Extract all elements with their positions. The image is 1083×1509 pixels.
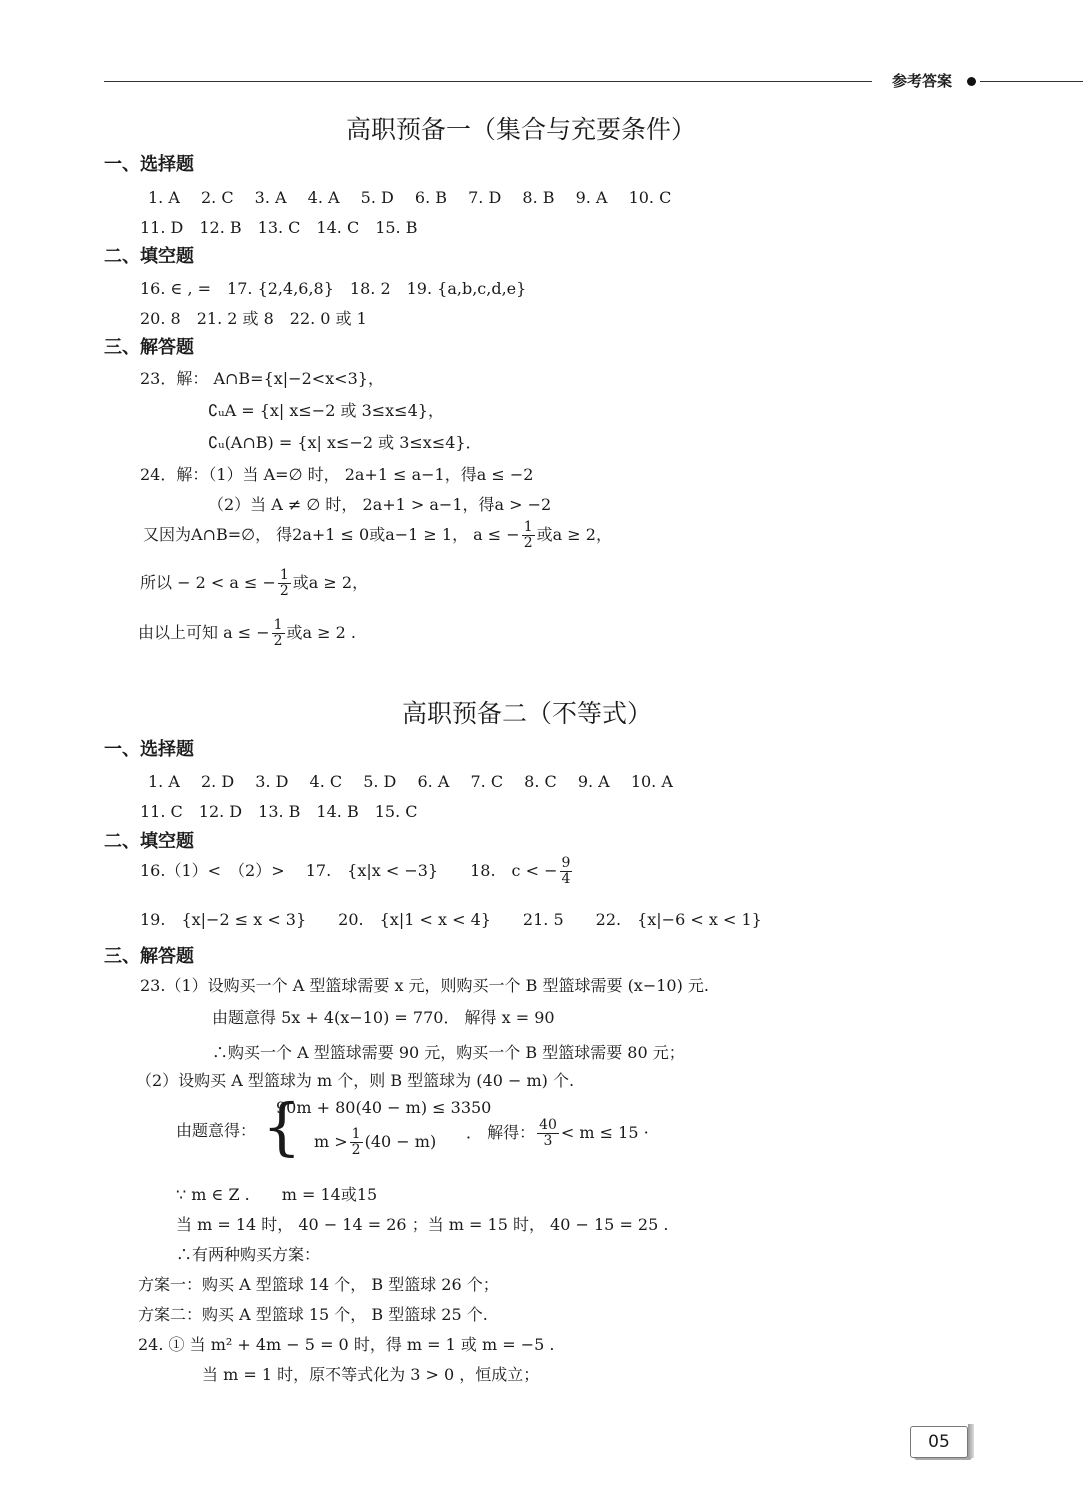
system-eq-1: 90m + 80(40 − m) ≤ 3350 (276, 1098, 492, 1117)
q23-line: ∴有两种购买方案： (176, 1245, 321, 1264)
q24-line: 由以上可知 a ≤ − $\frac{1}{2}$ 或a ≥ 2 . (138, 617, 357, 649)
fill-answers-row: 20. 8 21. 2 或 8 22. 0 或 1 (140, 309, 367, 328)
choice-answers-row: 1. A 2. C 3. A 4. A 5. D 6. B 7. D 8. B 9. A 10. C (148, 188, 672, 207)
q24-line: 24．解：（1）当 A=∅ 时， 2a+1 ≤ a−1，得a ≤ −2 (140, 465, 534, 484)
fraction: $\frac{1}{2}$ (273, 617, 283, 649)
fraction: $\frac{40}{3}$ (539, 1117, 557, 1149)
q24-line: 当 m = 1 时，原不等式化为 3 > 0 ，恒成立； (202, 1365, 540, 1384)
system-eq-2: m > $\frac{1}{2}$ (40 − m) (314, 1126, 437, 1158)
header-bullet-icon (967, 77, 976, 86)
section-title-1: 高职预备一（集合与充要条件） (346, 115, 697, 144)
heading-fill-2: 二、填空题 (104, 831, 194, 852)
q23-line: ∁ᵤA = {x| x≤−2 或 3≤x≤4}， (208, 401, 444, 420)
q23-line: 方案二：购买 A 型篮球 15 个， B 型篮球 25 个. (138, 1305, 488, 1324)
q23-line: ∴购买一个 A 型篮球需要 90 元，购买一个 B 型篮球需要 80 元； (212, 1043, 685, 1062)
heading-choice-1: 一、选择题 (104, 154, 194, 175)
q23-line: 23.（1）设购买一个 A 型篮球需要 x 元，则购买一个 B 型篮球需要 (x−10) 元. (140, 976, 710, 995)
q23-line: 当 m = 14 时， 40 − 14 = 26 ；当 m = 15 时， 40 − 15 = 25 . (176, 1215, 669, 1234)
page-number: 05 (910, 1426, 968, 1458)
fraction: $\frac{9}{4}$ (561, 855, 571, 887)
header-label: 参考答案 (892, 72, 953, 90)
fraction: $\frac{1}{2}$ (279, 567, 289, 599)
q23-line: 由题意得 5x + 4(x−10) = 770． 解得 x = 90 (212, 1008, 555, 1027)
q24-line: 所以 − 2 < a ≤ − $\frac{1}{2}$ 或a ≥ 2， (140, 567, 369, 599)
system-label: 由题意得： (176, 1121, 257, 1140)
system-solution: ． 解得： $\frac{40}{3}$ < m ≤ 15 · (466, 1117, 649, 1149)
q24-line: 24. ① 当 m² + 4m − 5 = 0 时，得 m = 1 或 m = −5 . (138, 1335, 555, 1354)
choice-answers-row: 1. A 2. D 3. D 4. C 5. D 6. A 7. C 8. C 9. A 10. A (148, 772, 673, 791)
heading-fill-1: 二、填空题 (104, 246, 194, 267)
q24-line: 又因为A∩B=∅， 得2a+1 ≤ 0或a−1 ≥ 1， a ≤ − $\frac{1}{2}$ 或a ≥ 2， (143, 519, 612, 551)
fill-answers-row: 19. {x|−2 ≤ x < 3} 20. {x|1 < x < 4} 21. 5 22. {x|−6 < x < 1} (140, 910, 762, 929)
q23-line: 23．解： A∩B={x|−2<x<3}， (140, 369, 384, 388)
q24-line: （2）当 A ≠ ∅ 时， 2a+1 > a−1，得a > −2 (208, 495, 552, 514)
fraction: $\frac{1}{2}$ (351, 1126, 361, 1158)
q23-line: ∁ᵤ(A∩B) = {x| x≤−2 或 3≤x≤4}． (208, 433, 482, 452)
heading-solve-1: 三、解答题 (104, 337, 194, 358)
heading-choice-2: 一、选择题 (104, 739, 194, 760)
q23-line: （2）设购买 A 型篮球为 m 个，则 B 型篮球为 (40 − m) 个. (136, 1071, 575, 1090)
page-tab-icon (968, 1424, 974, 1458)
system-brace-icon: { (262, 1090, 302, 1163)
header-rule-right (980, 81, 1083, 82)
fraction: $\frac{1}{2}$ (523, 519, 533, 551)
q23-line: ∵ m ∈ Z . m = 14或15 (176, 1185, 378, 1204)
choice-answers-row: 11. C 12. D 13. B 14. B 15. C (140, 802, 418, 821)
fill-answers-row: 16. ∈ , = 17. {2,4,6,8} 18. 2 19. {a,b,c,d,e} (140, 279, 527, 298)
fill-answers-row: 16.（1）< （2）> 17. {x|x < −3} 18. c < − $\frac{9}{4}$ (140, 855, 571, 887)
section-title-2: 高职预备二（不等式） (402, 699, 653, 728)
choice-answers-row: 11. D 12. B 13. C 14. C 15. B (140, 218, 418, 237)
header-rule-left (104, 81, 872, 82)
q23-line: 方案一：购买 A 型篮球 14 个， B 型篮球 26 个； (138, 1275, 499, 1294)
heading-solve-2: 三、解答题 (104, 946, 194, 967)
